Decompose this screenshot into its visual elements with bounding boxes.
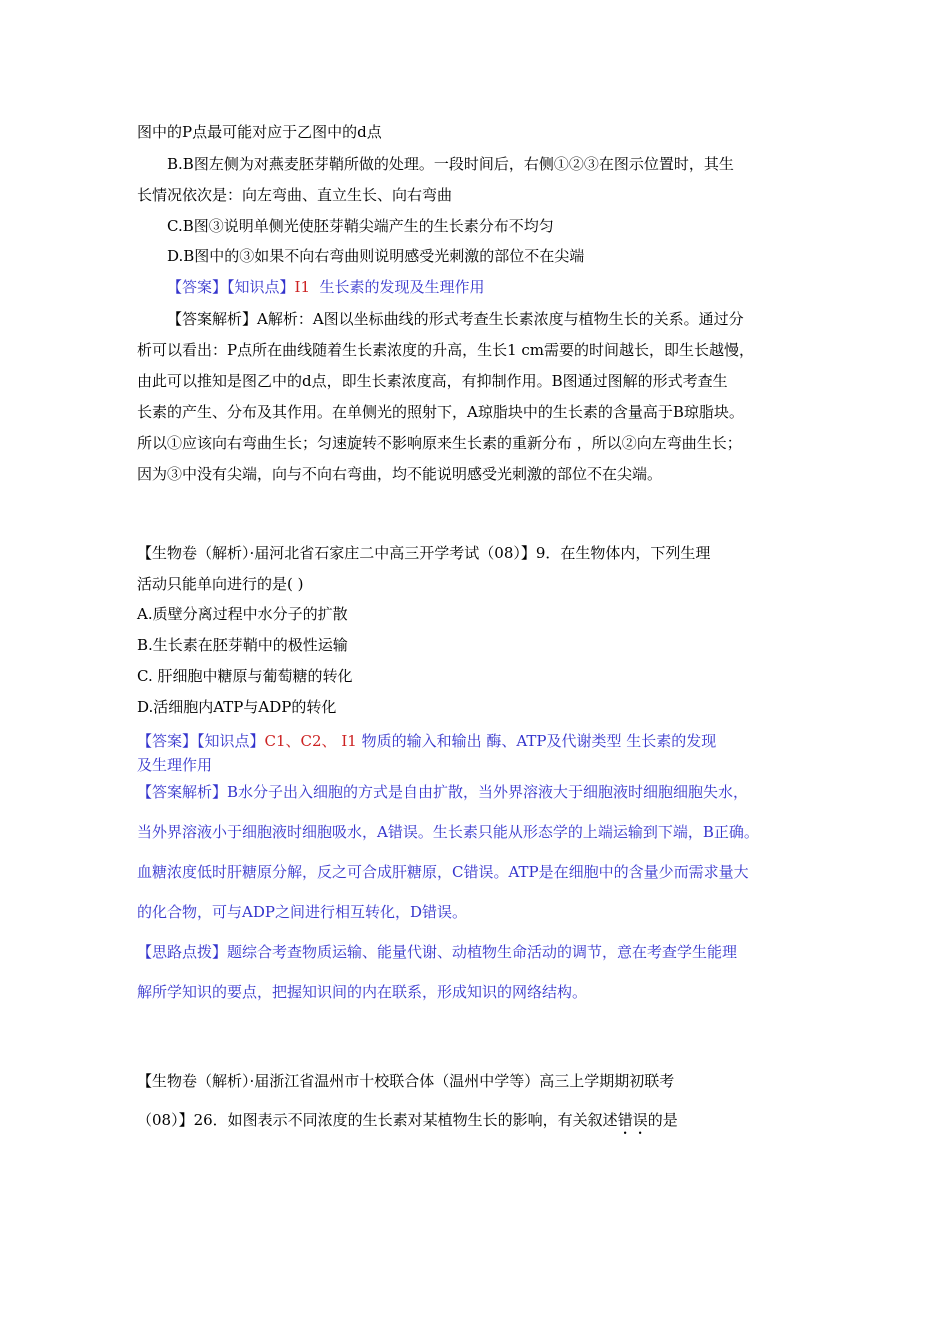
q1-option-b-line2: 长情况依次是：向左弯曲、直立生长、向右弯曲 (137, 186, 453, 204)
q2-header-line2: 活动只能单向进行的是( ) (137, 575, 304, 593)
q3-header-emphasis: 错误 (617, 1111, 648, 1129)
q1-answer-code: I1 (294, 278, 310, 296)
q2-explanation-line3: 血糖浓度低时肝糖原分解，反之可合成肝糖原，C错误。ATP是在细胞中的含量少而需求量大 (137, 863, 749, 881)
q3-header-end: 的是 (647, 1111, 678, 1129)
q1-option-b-line1: B.B图左侧为对燕麦胚芽鞘所做的处理。一段时间后，右侧①②③在图示位置时，其生 (167, 155, 734, 173)
q2-option-c: C. 肝细胞中糖原与葡萄糖的转化 (137, 667, 353, 685)
q3-header-line1: 【生物卷（解析）·届浙江省温州市十校联合体（温州中学等）高三上学期期初联考 (137, 1072, 675, 1090)
q2-answer-line1 (137, 731, 716, 751)
q1-explanation-line5: 所以①应该向右弯曲生长；匀速旋转不影响原来生长素的重新分布 ，所以②向左弯曲生长； (137, 434, 742, 452)
q3-header-main: （08）】26．如图表示不同浓度的生长素对某植物生长的影响，有关叙述 (137, 1111, 618, 1129)
q1-explanation-line3: 由此可以推知是图乙中的d点，即生长素浓度高，有抑制作用。B图通过图解的形式考查生 (137, 372, 728, 390)
q2-option-b: B.生长素在胚芽鞘中的极性运输 (137, 636, 348, 654)
q1-explanation-line1: 【答案解析】A解析：A图以坐标曲线的形式考查生长素浓度与植物生长的关系。通过分 (167, 310, 744, 328)
q1-explanation-line4: 长素的产生、分布及其作用。在单侧光的照射下，A琼脂块中的生长素的含量高于B琼脂块。 (137, 403, 744, 421)
q2-hint-line2: 解所学知识的要点，把握知识间的内在联系，形成知识的网络结构。 (137, 983, 588, 1001)
q2-explanation-line4: 的化合物，可与ADP之间进行相互转化，D错误。 (137, 903, 467, 921)
q2-option-a: A.质壁分离过程中水分子的扩散 (137, 605, 348, 623)
q2-option-d: D.活细胞内ATP与ADP的转化 (137, 698, 337, 716)
q1-option-c: C.B图③说明单侧光使胚芽鞘尖端产生的生长素分布不均匀 (167, 217, 554, 235)
q3-header-line2 (137, 1110, 678, 1138)
q1-explanation-line2: 析可以看出：P点所在曲线随着生长素浓度的升高，生长1 cm需要的时间越长，即生长越慢， (137, 341, 755, 359)
q2-hint-line1: 【思路点拨】题综合考查物质运输、能量代谢、动植物生命活动的调节，意在考查学生能理 (137, 943, 738, 961)
q2-explanation-line2: 当外界溶液小于细胞液时细胞吸水，A错误。生长素只能从形态学的上端运输到下端，B正确。 (137, 823, 759, 841)
q2-answer-topics: 物质的输入和输出 酶、ATP及代谢类型 生长素的发现 (356, 732, 717, 750)
q2-answer-line2: 及生理作用 (137, 756, 213, 774)
q2-explanation-line1: 【答案解析】B水分子出入细胞的方式是自由扩散，当外界溶液大于细胞液时细胞细胞失水， (137, 783, 749, 801)
q2-header-line1: 【生物卷（解析）·届河北省石家庄二中高三开学考试（08）】9．在生物体内，下列生理 (137, 544, 711, 562)
q1-answer-topic: 生长素的发现及生理作用 (319, 278, 485, 296)
q2-answer-prefix: 【答案】【知识点】 (137, 732, 265, 750)
q1-answer-line (167, 277, 485, 297)
q1-option-d: D.B图中的③如果不向右弯曲则说明感受光刺激的部位不在尖端 (167, 247, 585, 265)
q1-explanation-line6: 因为③中没有尖端，向与不向右弯曲，均不能说明感受光刺激的部位不在尖端。 (137, 465, 663, 483)
q1-stem-continuation: 图中的P点最可能对应于乙图中的d点 (137, 123, 382, 141)
q1-answer-prefix: 【答案】【知识点】 (167, 278, 295, 296)
q2-answer-codes: C1、C2、 I1 (264, 732, 357, 750)
